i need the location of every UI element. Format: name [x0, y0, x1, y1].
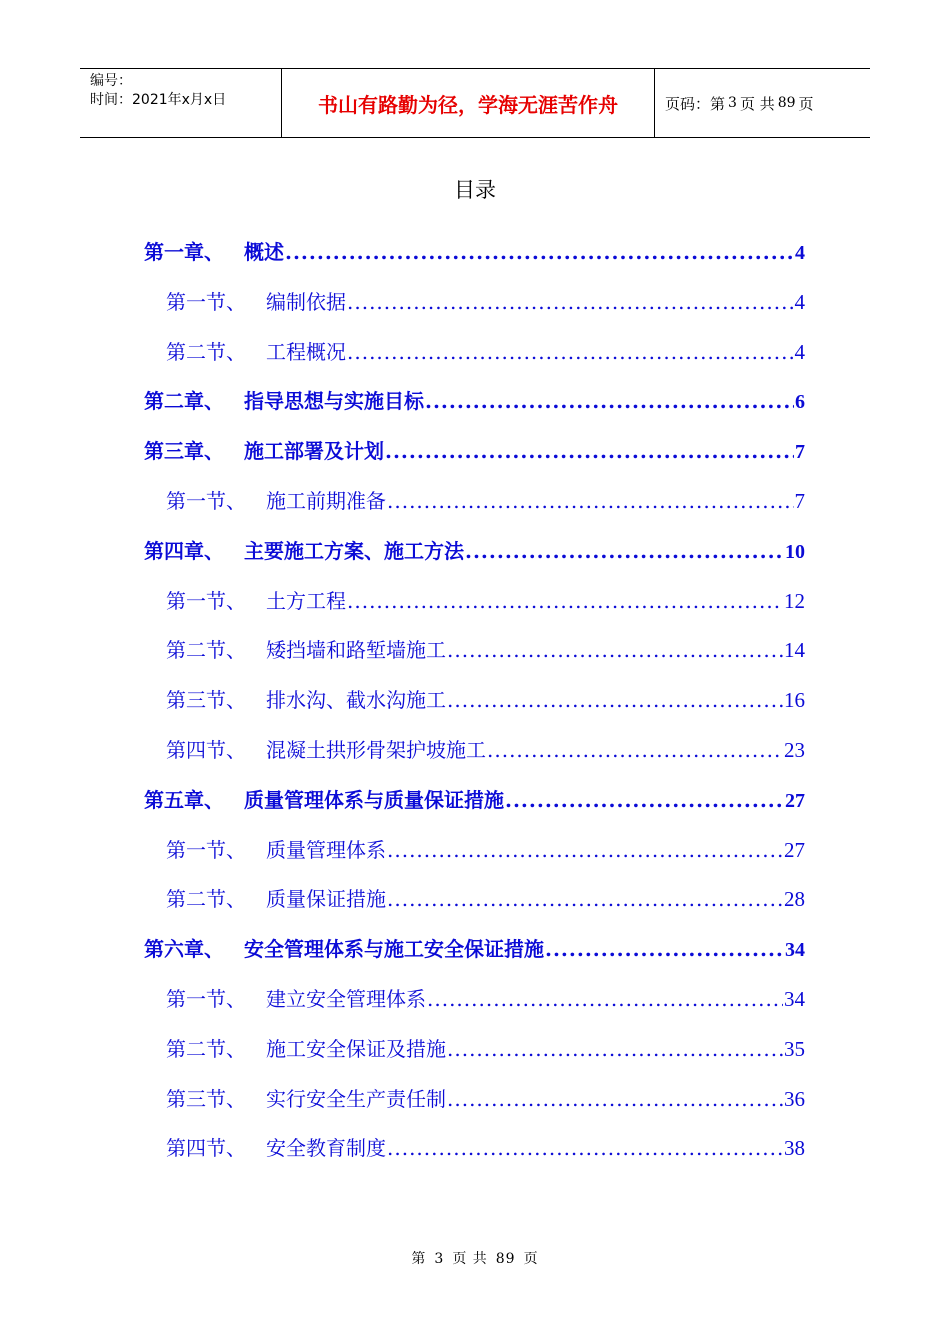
toc-entry-page: 4	[794, 289, 805, 314]
toc-entry-page: 7	[794, 489, 805, 513]
toc-leader-dots	[465, 539, 784, 563]
toc-leader-dots	[285, 240, 794, 264]
header-page-info	[655, 69, 870, 137]
toc-entry-text: 质量管理体系	[266, 837, 386, 862]
toc-entry-text: 矮挡墙和路堑墙施工	[266, 638, 446, 663]
toc-entry-chapter[interactable]	[144, 236, 805, 266]
toc-entry-label	[166, 684, 446, 713]
toc-entry-chapter[interactable]	[144, 933, 805, 963]
footer-current: 3	[434, 1251, 445, 1267]
toc-entry-page: 23	[784, 738, 805, 762]
toc-leader-dots	[387, 887, 783, 911]
toc-entry-text: 施工部署及计划	[244, 439, 384, 464]
toc-entry-number: 第一节、	[166, 289, 246, 314]
page-footer	[0, 1248, 950, 1268]
toc-entry-number: 第四节、	[166, 738, 246, 762]
page-mid: 页 共	[739, 94, 775, 113]
toc-entry-text: 指导思想与实施目标	[244, 389, 424, 414]
toc-entry-page: 14	[784, 638, 805, 663]
toc-entry-section[interactable]	[166, 834, 805, 864]
toc-entry-text: 施工安全保证及措施	[266, 1036, 446, 1061]
toc-entry-page: 34	[785, 939, 805, 962]
toc-entry-label	[144, 784, 504, 813]
toc-entry-label	[166, 286, 346, 315]
toc-entry-number: 第一节、	[166, 588, 246, 613]
toc-entry-label	[166, 834, 386, 863]
toc-entry-number: 第二节、	[166, 887, 246, 912]
toc-entry-label	[144, 385, 424, 414]
toc-leader-dots	[447, 1087, 783, 1111]
toc-entry-page: 4	[794, 339, 805, 364]
toc-entry-label	[166, 585, 346, 614]
toc-entry-number: 第一节、	[166, 489, 246, 513]
toc-entry-text: 排水沟、截水沟施工	[266, 688, 446, 713]
toc-entry-number: 第三节、	[166, 688, 246, 713]
toc-entry-page: 27	[785, 789, 805, 812]
toc-entry-section[interactable]	[166, 286, 805, 316]
toc-leader-dots	[347, 340, 794, 364]
page-suffix: 页	[798, 94, 814, 113]
toc-entry-page: 28	[784, 887, 805, 912]
toc-leader-dots	[447, 1037, 783, 1061]
toc-entry-text: 概述	[244, 240, 284, 264]
toc-leader-dots	[487, 738, 783, 762]
toc-entry-label	[166, 983, 426, 1012]
toc-leader-dots	[387, 838, 783, 862]
toc-entry-section[interactable]	[166, 983, 805, 1013]
toc-entry-label	[166, 336, 346, 365]
toc-entry-text: 质量管理体系与质量保证措施	[244, 787, 504, 812]
toc-entry-number: 第二节、	[166, 638, 246, 663]
toc-entry-section[interactable]	[166, 883, 805, 913]
toc-entry-number: 第二节、	[166, 339, 246, 364]
toc-entry-page: 4	[795, 242, 805, 264]
toc-entry-chapter[interactable]	[144, 784, 805, 814]
toc-leader-dots	[385, 439, 794, 463]
toc-entry-section[interactable]	[166, 585, 805, 615]
toc-entry-section[interactable]	[166, 634, 805, 664]
toc-leader-dots	[347, 290, 794, 314]
toc-entry-text: 编制依据	[266, 289, 346, 314]
toc-entry-label	[144, 933, 544, 962]
toc-entry-section[interactable]	[166, 734, 805, 764]
toc-entry-label	[166, 1132, 386, 1161]
toc-title: 目录	[454, 178, 496, 202]
toc-entry-text: 土方工程	[266, 588, 346, 613]
toc-entry-chapter[interactable]	[144, 435, 805, 465]
toc-entry-number: 第二节、	[166, 1036, 246, 1061]
footer-total: 89	[495, 1251, 516, 1267]
toc-entry-page: 10	[785, 540, 805, 563]
toc-entry-text: 工程概况	[266, 339, 346, 364]
toc-leader-dots	[447, 688, 783, 712]
toc-entry-text: 主要施工方案、施工方法	[244, 538, 464, 563]
toc-entry-number: 第一章、	[144, 240, 224, 264]
toc-entry-label	[166, 1033, 446, 1062]
toc-entry-page: 35	[784, 1036, 805, 1061]
toc-entry-number: 第五章、	[144, 787, 224, 812]
page-current: 3	[728, 95, 737, 111]
toc-entry-number: 第一节、	[166, 987, 246, 1011]
toc-entry-page: 12	[784, 588, 805, 613]
toc-entry-page: 36	[784, 1086, 805, 1111]
page-prefix: 页码：第	[665, 94, 726, 113]
toc-leader-dots	[545, 937, 784, 961]
toc-entry-page: 27	[784, 837, 805, 862]
footer-mid: 页 共	[452, 1251, 488, 1267]
toc-entry-number: 第一节、	[166, 837, 246, 862]
toc-entry-page: 7	[795, 441, 805, 464]
toc-entry-label	[166, 1083, 446, 1112]
header-meta	[80, 69, 282, 137]
toc-entry-section[interactable]	[166, 684, 805, 714]
toc-leader-dots	[505, 788, 784, 812]
toc-entry-page: 16	[784, 688, 805, 713]
toc-entry-section[interactable]	[166, 1132, 805, 1162]
page-header	[80, 68, 870, 138]
toc-entry-number: 第三节、	[166, 1086, 246, 1111]
toc-entry-number: 第三章、	[144, 439, 224, 464]
toc-entry-page: 34	[784, 987, 805, 1011]
toc-leader-dots	[425, 389, 794, 413]
toc-entry-text: 安全教育制度	[266, 1136, 386, 1161]
toc-entry-text: 实行安全生产责任制	[266, 1086, 446, 1111]
toc-entry-label	[144, 535, 464, 564]
date-label: 时间：2021年x月x日	[90, 92, 227, 108]
toc-entry-number: 第六章、	[144, 937, 224, 962]
toc-entry-chapter[interactable]	[144, 535, 805, 565]
toc-entry-section[interactable]	[166, 336, 805, 366]
page-total: 89	[777, 95, 796, 111]
footer-prefix: 第	[411, 1251, 427, 1267]
toc-entry-page: 38	[784, 1136, 805, 1161]
toc-entry-text: 质量保证措施	[266, 887, 386, 912]
toc-entry-label	[144, 236, 284, 265]
toc-leader-dots	[347, 589, 783, 613]
toc-entry-label	[166, 634, 446, 663]
toc-entry-page: 6	[795, 391, 805, 414]
toc-leader-dots	[427, 987, 783, 1011]
header-motto: 书山有路勤为径，学海无涯苦作舟	[282, 69, 655, 137]
toc-entry-section[interactable]	[166, 1083, 805, 1113]
toc-entry-label	[166, 734, 486, 763]
toc-entry-text: 施工前期准备	[266, 489, 386, 513]
toc-entry-text: 安全管理体系与施工安全保证措施	[244, 937, 544, 962]
toc-entry-number: 第四章、	[144, 538, 224, 563]
toc-entry-section[interactable]	[166, 1033, 805, 1063]
toc-leader-dots	[387, 1136, 783, 1160]
toc-entry-label	[144, 435, 384, 464]
toc-entry-text: 建立安全管理体系	[266, 987, 426, 1011]
toc-entry-text: 混凝土拱形骨架护坡施工	[266, 738, 486, 762]
toc-entry-chapter[interactable]	[144, 385, 805, 415]
toc-entry-number: 第四节、	[166, 1136, 246, 1161]
toc-leader-dots	[447, 638, 783, 662]
footer-suffix: 页	[523, 1251, 539, 1267]
toc-entry-label	[166, 485, 386, 514]
toc-entry-number: 第二章、	[144, 389, 224, 414]
toc-entry-section[interactable]	[166, 485, 805, 515]
toc-entry-label	[166, 883, 386, 912]
number-label: 编号：	[90, 73, 132, 89]
toc-leader-dots	[387, 489, 794, 513]
